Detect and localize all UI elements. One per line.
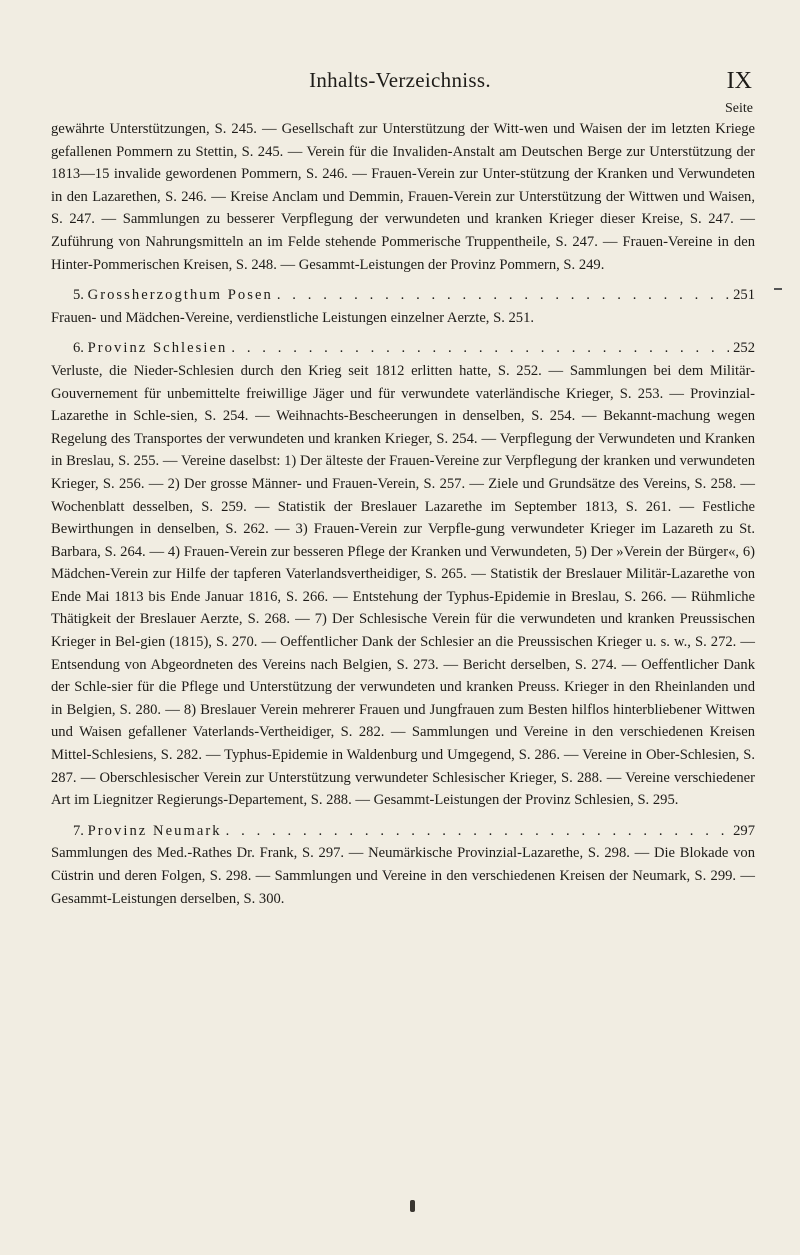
section-number: 5. bbox=[73, 287, 84, 304]
intro-paragraph: gewährte Unterstützungen, S. 245. — Gesellschaft zur Unterstützung der Witt-wen und Waisen der im letzten Kriege gefallenen Pommern zu Stettin, S. 245. — Verein für die Invaliden-Anstalt am Deutschen Berge zur Unterstützung der 1813—15 invalide gewordenen Pommern, S. 246. — Frauen-Verein zur Unter-stützung der Kranken und Verwundeten in den Lazarethen, S. 246. — Kreise Anclam und Demmin, Frauen-Verein zur Unterstützung der Wittwen und Waisen, S. 247. — Sammlungen zu besserer Verpflegung der verwundeten und kranken Krieger dieser Kreise, S. 247. — Zuführung von Nahrungsmitteln an im Felde stehende Pommerische Truppentheile, S. 247. — Frauen-Vereine in den Hinter-Pommerischen Kreisen, S. 248. — Gesammt-Leistungen der Provinz Pommern, S. 249. bbox=[51, 121, 755, 273]
section-title: Provinz Neumark bbox=[87, 822, 222, 839]
section-paragraph-neumark: Sammlungen des Med.-Rathes Dr. Frank, S. 297. — Neumärkische Provinzial-Lazarethe, S. 298. — Die Blokade von Cüstrin und deren Folgen, S. 298. — Sammlungen und Vereine in den verschiedenen Kreisen der Neumark, S. 299. — Gesammt-Leistungen derselben, S. 300. bbox=[51, 845, 755, 907]
running-title: Inhalts-Verzeichniss. bbox=[309, 68, 491, 92]
section-heading-schlesien bbox=[51, 337, 755, 360]
section-title: Grossherzogthum Posen bbox=[87, 287, 273, 304]
section-page-number: 251 bbox=[733, 287, 755, 304]
page-number: IX bbox=[726, 68, 752, 94]
section-paragraph-schlesien: Verluste, die Nieder-Schlesien durch den Krieg seit 1812 erlitten hatte, S. 252. — Sammlungen bei dem Militär-Gouvernement für unbemittelte freiwillige Jäger und für verwundete vaterländische Krieger, S. 253. — Provinzial-Lazarethe in Schle-sien, S. 254. — Weihnachts-Bescheerungen in denselben, S. 254. — Bekannt-machung wegen Regelung des Transportes der verwundeten und kranken Krieger, S. 254. — Verpflegung der Verwundeten und Kranken in Breslau, S. 255. — Vereine daselbst: 1) Der älteste der Frauen-Vereine zur Verpflegung der kranken und verwundeten Krieger, S. 256. — 2) Der grosse Männer- und Frauen-Verein, S. 257. — Ziele und Grundsätze des Vereins, S. 258. — Wochenblatt desselben, S. 259. — Statistik der Breslauer Lazarethe im September 1813, S. 261. — Festliche Bewirthungen in denselben, S. 262. — 3) Frauen-Verein zur Verpfle-gung verwundeter Krieger im Lazareth zu St. Barbara, S. 264. — 4) Frauen-Verein zur besseren Pflege der Kranken und Verwundeten, 5) Der »Verein der Bürger«, 6) Mädchen-Verein zur Hilfe der tapferen Vaterlandsvertheidiger, S. 265. — Statistik der Breslauer Militär-Lazarethe von Ende Mai 1813 bis Ende Januar 1816, S. 266. — Entstehung der Typhus-Epidemie in Breslau, S. 266. — Rühmliche Thätigkeit der Breslauer Aerzte, S. 268. — 7) Der Schlesische Verein für die verwundeten und kranken Preussischen Krieger in Bel-gien (1815), S. 270. — Oeffentlicher Dank der Schlesier an die Preussischen Krieger u. s. w., S. 272. — Entsendung von Abgeordneten des Vereins nach Belgien, S. 273. — Bericht derselben, S. 274. — Oeffentlicher Dank der Schle-sier für die Pflege und Unterstützung der verwundeten und kranken Preuss. Krieger in den Rheinlanden und in Belgien, S. 280. — 8) Breslauer Verein mehrerer Frauen und Jungfrauen zum Besten hilflos hinterbliebener Wittwen und Waisen gefallener Vaterlands-Vertheidiger, S. 282. — Sammlungen und Vereine in den verschiedenen Kreisen Mittel-Schlesiens, S. 282. — Typhus-Epidemie in Waldenburg und Umgegend, S. 286. — Vereine in Ober-Schlesien, S. 287. — Oberschlesischer Verein zur Unterstützung verwundeter Schlesischer Krieger, S. 288. — Vereine verschiedener Art im Liegnitzer Regierungs-Departement, S. 288. — Gesammt-Leistungen der Provinz Schlesien, S. 295. bbox=[51, 362, 755, 809]
ink-blot bbox=[410, 1200, 415, 1212]
dot-leader bbox=[226, 820, 729, 843]
section-number: 6. bbox=[73, 340, 84, 357]
section-heading-posen bbox=[51, 284, 755, 307]
table-of-contents-body bbox=[51, 118, 755, 910]
section-number: 7. bbox=[73, 822, 84, 839]
section-paragraph-posen: Frauen- und Mädchen-Vereine, verdienstliche Leistungen einzelner Aerzte, S. 251. bbox=[51, 309, 535, 326]
margin-mark bbox=[774, 288, 782, 290]
seite-label: Seite bbox=[725, 101, 753, 116]
dot-leader bbox=[277, 284, 729, 307]
section-page-number: 252 bbox=[733, 340, 755, 357]
section-title: Provinz Schlesien bbox=[87, 340, 228, 357]
running-head bbox=[0, 68, 800, 94]
section-page-number: 297 bbox=[733, 822, 755, 839]
dot-leader bbox=[231, 337, 729, 360]
section-heading-neumark bbox=[51, 820, 755, 843]
